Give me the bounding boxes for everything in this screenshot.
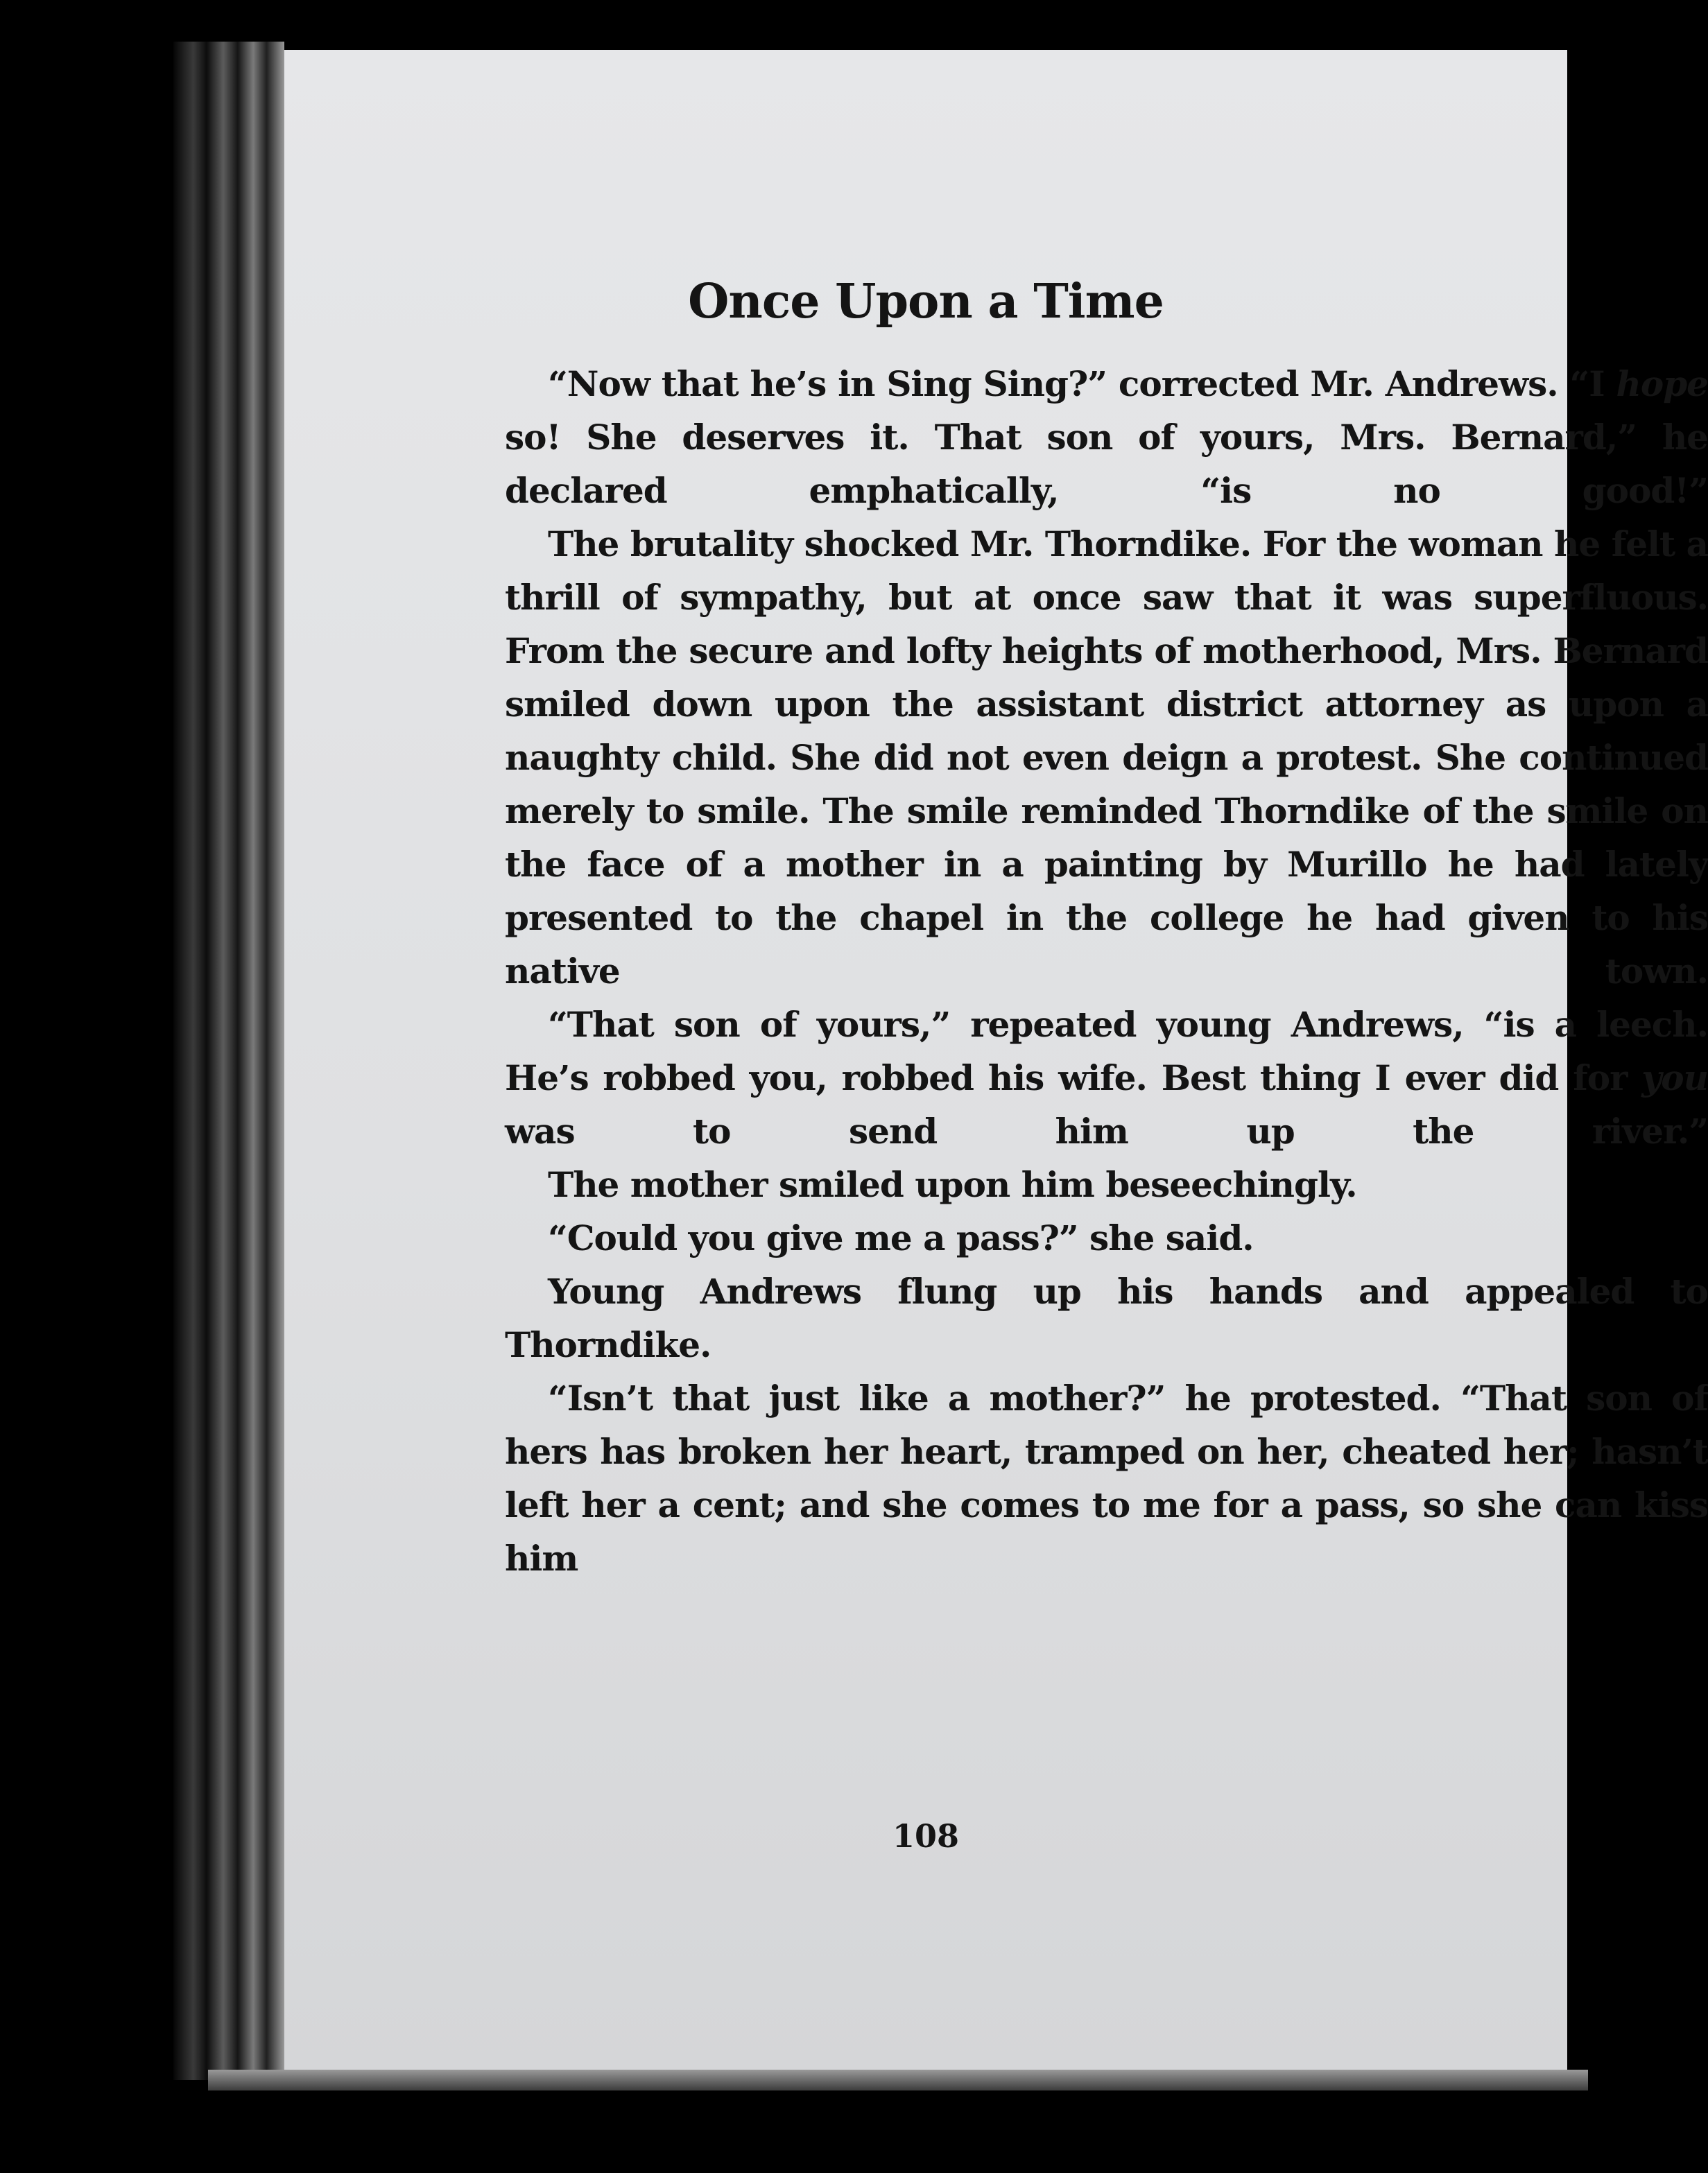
- emphasis-you: you: [1641, 1057, 1708, 1098]
- page-sheet: [284, 50, 1708, 2075]
- page-number: 108: [892, 1817, 960, 1855]
- paragraph-5: “Could you give me a pass?” she said.: [548, 1218, 1254, 1258]
- body-text: [505, 357, 1708, 1585]
- emphasis-hope: hope: [1616, 363, 1708, 404]
- running-head: Once Upon a Time: [688, 274, 1164, 329]
- paragraph-3: “That son of yours,” repeated young Andrews, “is a leech. He’s robbed you, robbed his wife. Best thing I ever did for you was to send him up the river.”: [505, 1004, 1708, 1152]
- paragraph-6: Young Andrews flung up his hands and appealed to Thorndike.: [505, 1271, 1708, 1365]
- paragraph-4: The mother smiled upon him beseechingly.: [548, 1164, 1357, 1205]
- page-bottom-edge: [208, 2070, 1588, 2090]
- book-spine-edge: [173, 42, 284, 2080]
- paragraph-2: The brutality shocked Mr. Thorndike. For the woman he felt a thrill of sympathy, but at once saw that it was superfluous. From the secure and lofty heights of motherhood, Mrs. Bernard smiled down upon the assistant district attorney as upon a naughty child. She did not even deign a protest. She continued merely to smile. The smile reminded Thorndike of the smile on the face of a mother in a painting by Murillo he had lately presented to the chapel in the college he had given to his native town.: [505, 523, 1708, 992]
- paragraph-7: “Isn’t that just like a mother?” he protested. “That son of hers has broken her heart, tramped on her, cheated her; hasn’t left her a cent; and she comes to me for a pass, so she can kiss him: [505, 1378, 1708, 1579]
- paragraph-1: “Now that he’s in Sing Sing?” corrected Mr. Andrews. “I hope so! She deserves it. That son of yours, Mrs. Bernard,” he declared emphatically, “is no good!”: [505, 363, 1708, 511]
